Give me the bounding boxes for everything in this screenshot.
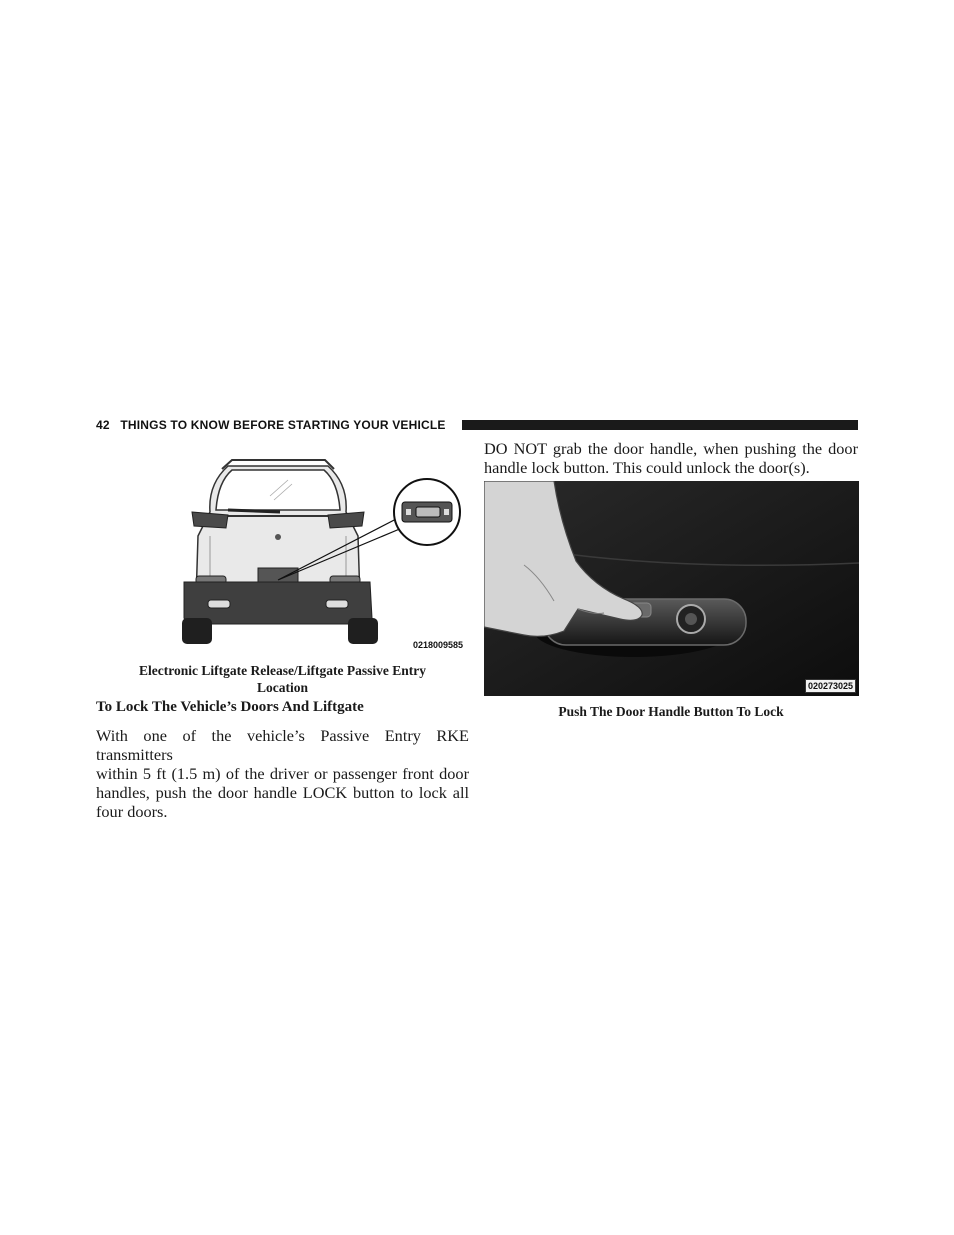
- figure-code: 0218009585: [413, 640, 464, 650]
- body-line: within 5 ft (1.5 m) of the driver or passenger front door: [96, 764, 469, 783]
- body-line: With one of the vehicle’s Passive Entry RKE transmitters: [96, 726, 469, 764]
- figure-code: 020273025: [805, 679, 856, 693]
- section-heading: To Lock The Vehicle’s Doors And Liftgate: [96, 699, 364, 715]
- liftgate-figure: [170, 452, 470, 657]
- figure-caption: Push The Door Handle Button To Lock: [558, 704, 784, 719]
- section-title: THINGS TO KNOW BEFORE STARTING YOUR VEHICLE: [120, 418, 446, 432]
- caption-line: Location: [256, 680, 308, 695]
- warning-paragraph: [484, 439, 858, 477]
- body-line: handles, push the door handle LOCK button to lock all: [96, 783, 469, 802]
- body-line: handle lock button. This could unlock the door(s).: [484, 458, 810, 477]
- figure-caption: [96, 662, 469, 696]
- body-paragraph: [96, 726, 469, 821]
- door-handle-photo: [484, 481, 859, 696]
- vehicle-rear-illustration: [170, 452, 470, 657]
- header-text: [96, 418, 446, 432]
- caption-line: Electronic Liftgate Release/Liftgate Passive Entry: [139, 663, 426, 678]
- page-number: 42: [96, 418, 110, 432]
- body-line: four doors.: [96, 802, 168, 821]
- header-rule: [462, 420, 858, 430]
- page-header: [96, 417, 858, 435]
- door-handle-figure: [484, 481, 859, 696]
- body-line: DO NOT grab the door handle, when pushing the door: [484, 439, 858, 458]
